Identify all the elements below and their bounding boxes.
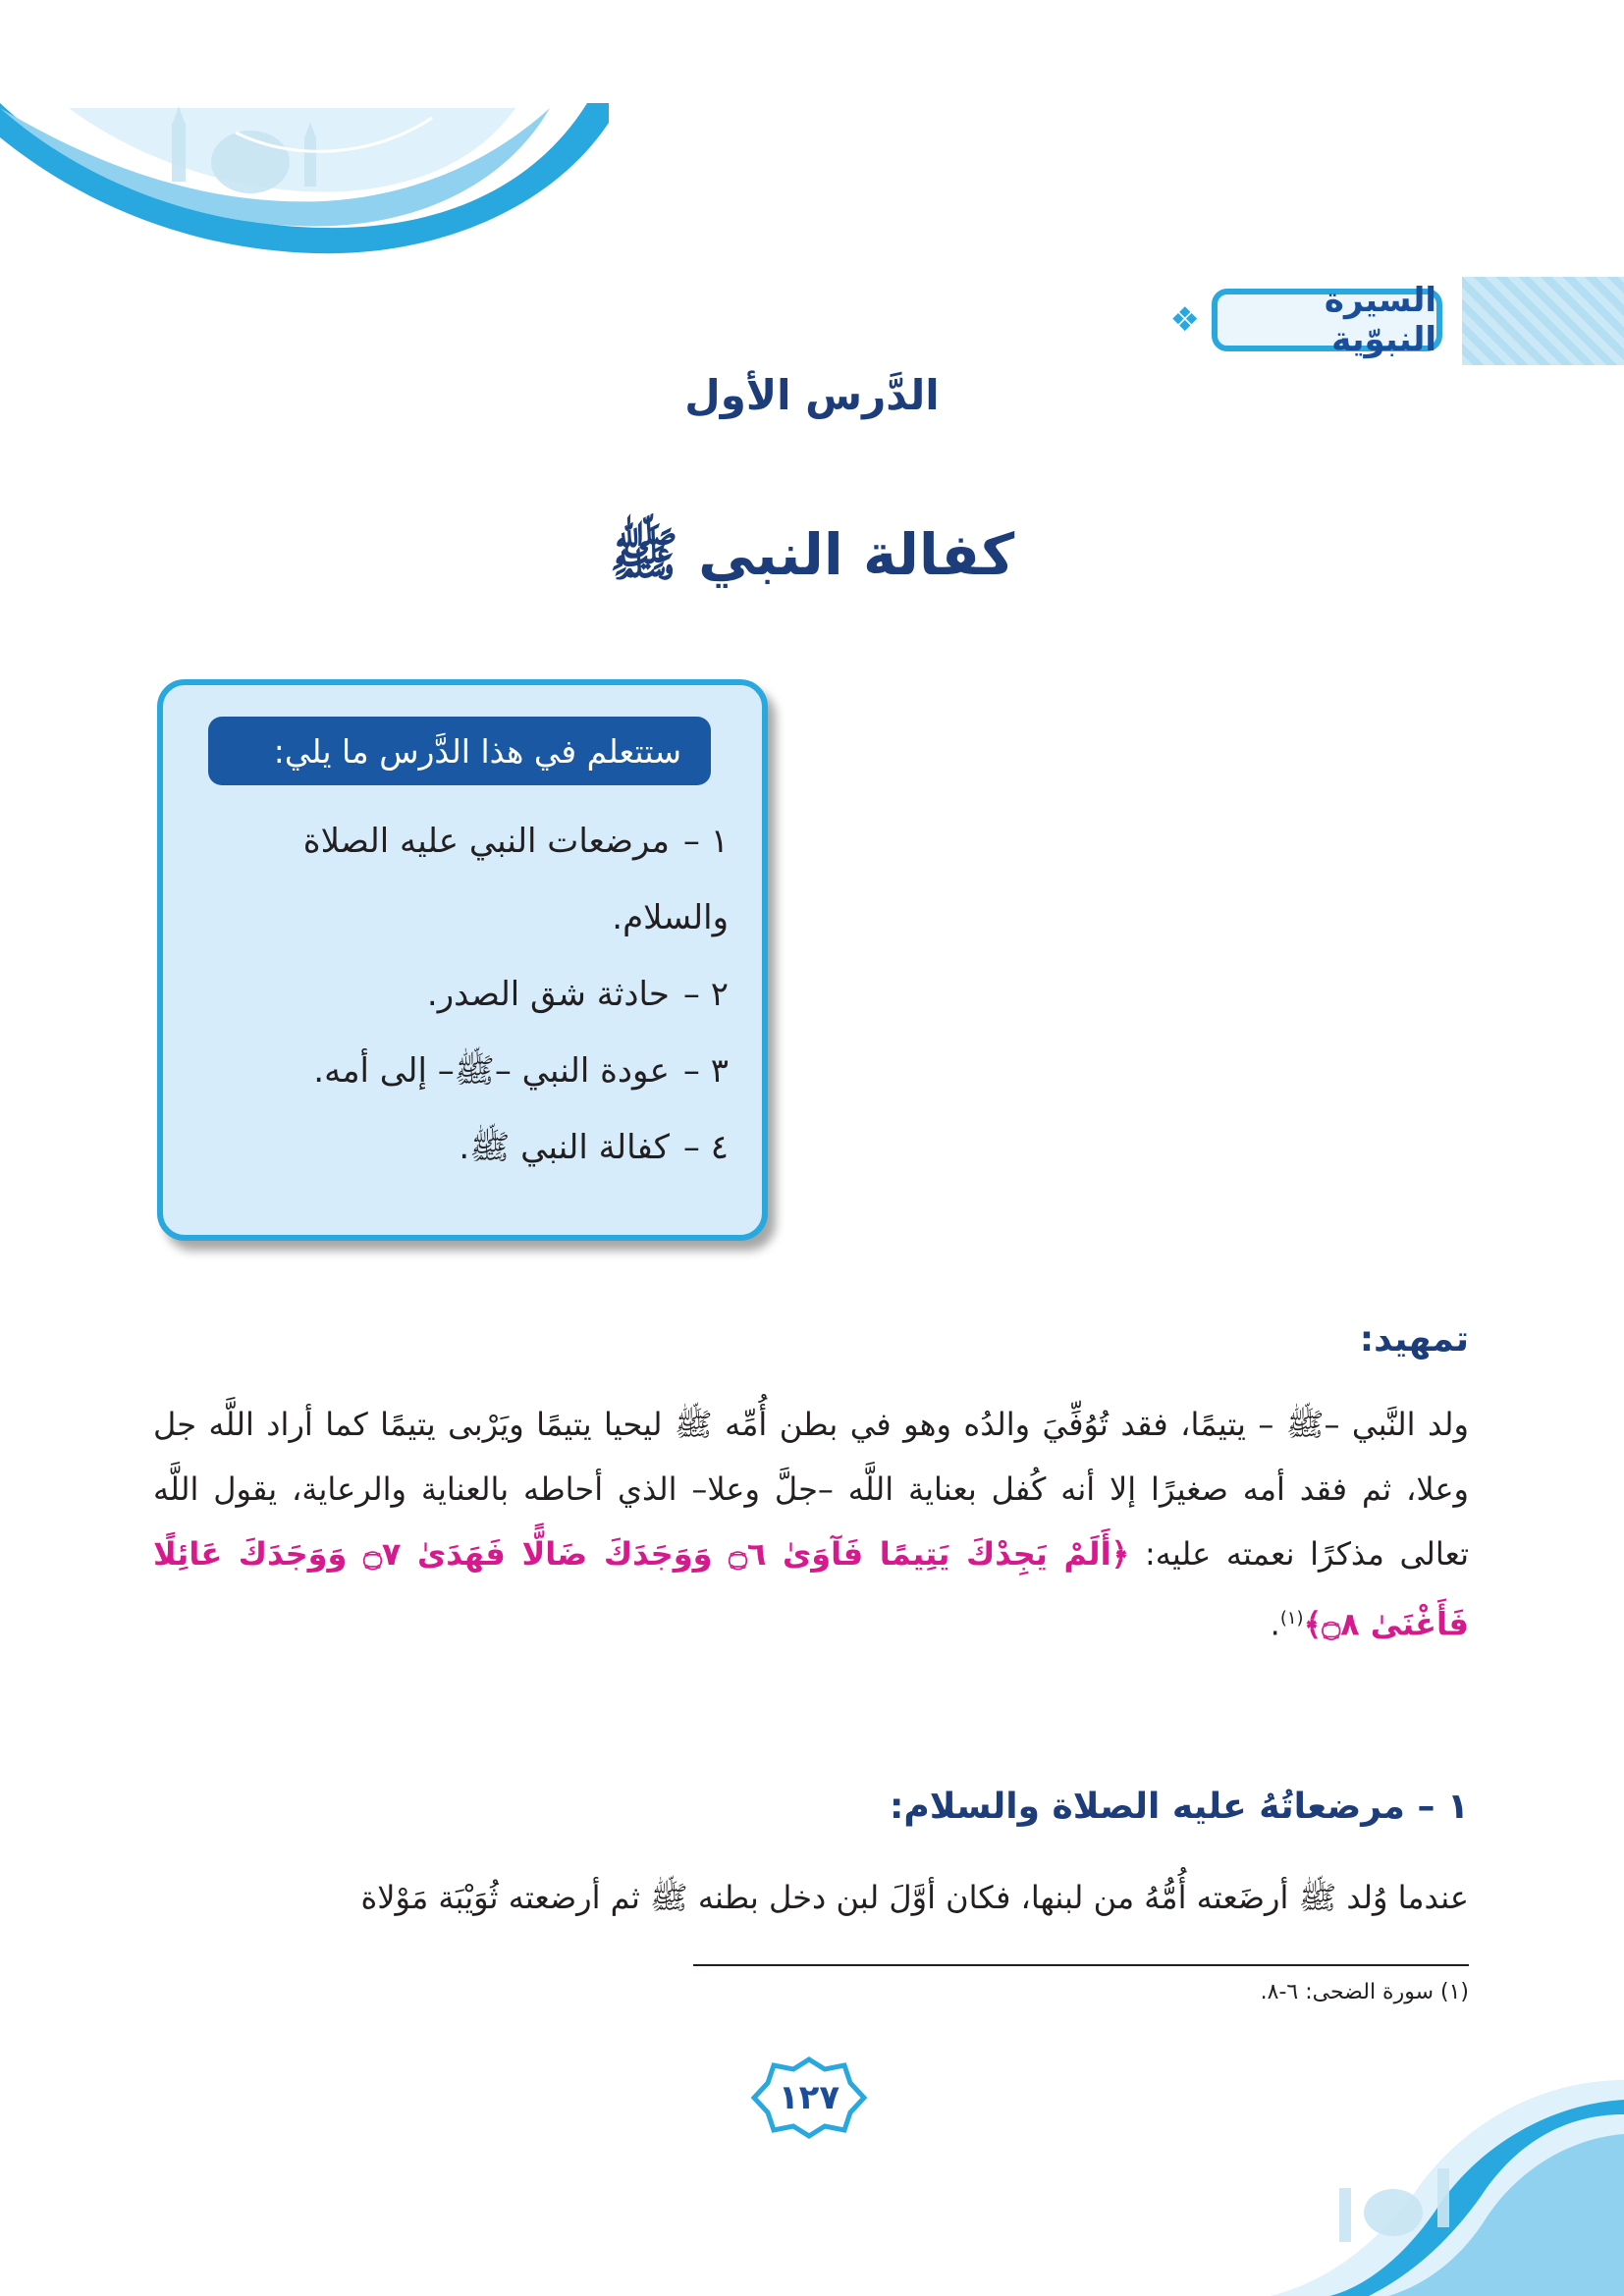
intro-paragraph — [153, 1392, 1469, 1657]
footer-decoration — [1015, 2041, 1624, 2296]
objective-text: كفالة النبي ﷺ. — [459, 1128, 670, 1167]
objective-number: ٤ – — [682, 1128, 729, 1167]
footnote: (١) سورة الضحى: ٦-٨. — [1260, 1980, 1469, 2004]
ornament-icon: ❖ — [1169, 300, 1200, 340]
objective-number: ٣ – — [682, 1051, 729, 1091]
page-number: ١٢٧ — [778, 2078, 840, 2117]
objectives-list — [179, 803, 729, 1186]
intro-heading: تمهيد: — [1359, 1319, 1469, 1360]
objectives-heading: ستتعلم في هذا الدَّرس ما يلي: — [208, 717, 711, 785]
footnote-ref: (١) — [1279, 1608, 1304, 1629]
objective-number: ١ – — [682, 822, 729, 861]
lesson-number: الدَّرس الأول — [684, 371, 940, 419]
objective-text: حادثة شق الصدر. — [426, 975, 670, 1014]
quran-verse: ﴿أَلَمْ يَجِدْكَ يَتِيمًا فَآوَىٰ ۝٦ وَوَجَدَكَ ضَالًّا فَهَدَىٰ ۝٧ وَوَجَدَكَ عَائِلًا فَأَغْنَىٰ ۝٨﴾ — [153, 1535, 1469, 1643]
lesson-title: كفالة النبي ﷺ — [609, 521, 1015, 588]
section-heading: ١ – مرضعاتُهُ عليه الصلاة والسلام: — [889, 1787, 1469, 1827]
intro-end: . — [1270, 1605, 1280, 1643]
objective-item — [179, 803, 729, 956]
objective-text: عودة النبي –ﷺ– إلى أمه. — [313, 1051, 670, 1091]
objective-item — [179, 1109, 729, 1186]
header-decoration — [0, 0, 609, 294]
section-badge — [1167, 277, 1624, 365]
intro-text: ولد النَّبي –ﷺ – يتيمًا، فقد تُوُفِّيَ والدُه وهو في بطن أُمِّه ﷺ ليحيا يتيمًا ويَرْبى يتيمًا كما أراد اللَّه جل وعلا، ثم فقد أمه صغيرًا إلا أنه كُفل بعناية اللَّه –جلَّ وعلا– الذي أحاطه بالعناية والرعاية، يقول اللَّه تعالى مذكرًا نعمته عليه: — [153, 1406, 1470, 1573]
page-number-badge — [750, 2056, 868, 2140]
footnote-divider — [693, 1964, 1469, 1966]
objective-number: ٢ – — [682, 975, 729, 1014]
objective-item — [179, 956, 729, 1033]
section-paragraph: عندما وُلد ﷺ أرضَعته أُمُّهُ من لبنها، فكان أوَّلَ لبن دخل بطنه ﷺ ثم أرضعته ثُوَيْبَة مَوْلاة — [360, 1879, 1469, 1916]
objective-item — [179, 1033, 729, 1109]
objective-text: مرضعات النبي عليه الصلاة والسلام. — [302, 822, 729, 937]
section-label: السيرة النبوّية — [1212, 289, 1442, 351]
objectives-box — [157, 679, 768, 1241]
badge-pattern — [1462, 277, 1624, 365]
